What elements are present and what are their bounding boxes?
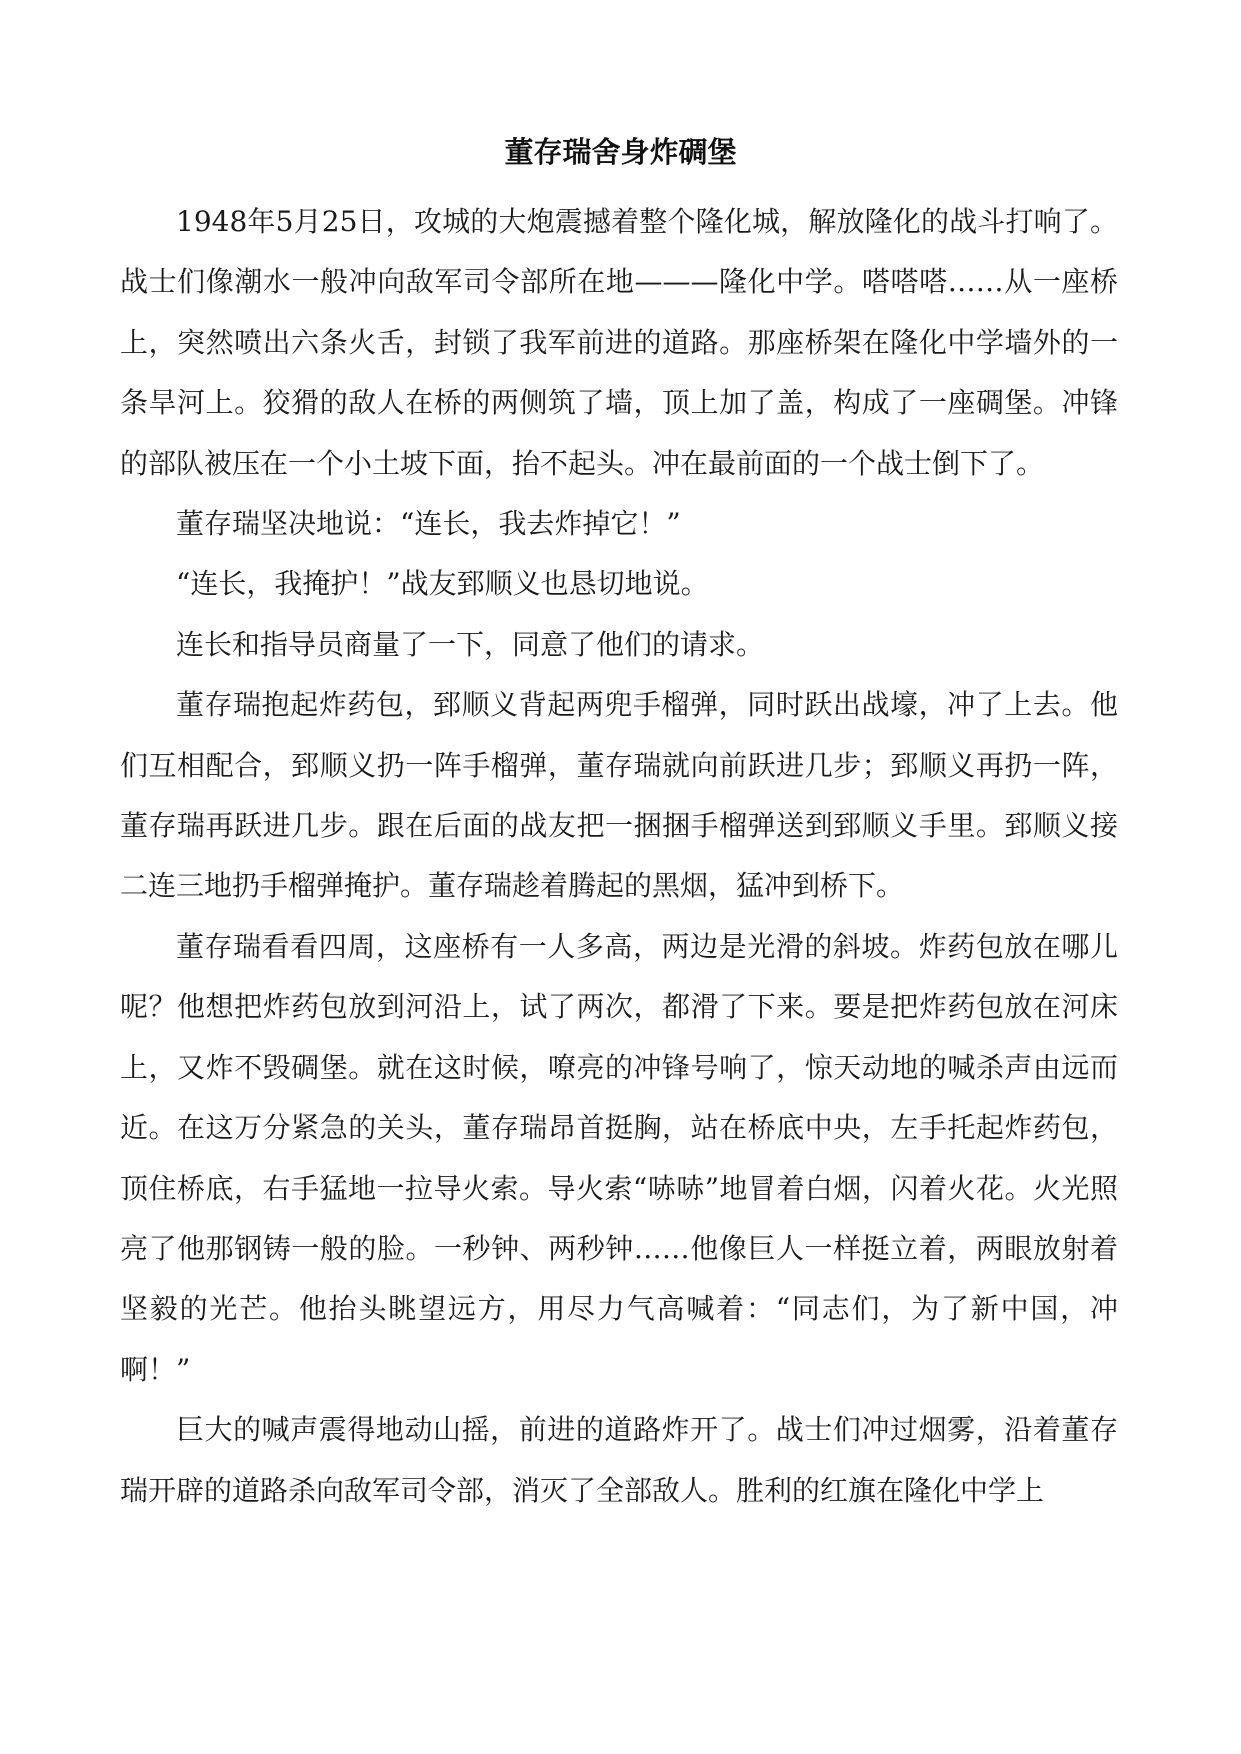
paragraph-1: 1948年5月25日，攻城的大炮震撼着整个隆化城，解放隆化的战斗打响了。战士们像潮水一般冲向敌军司令部所在地———隆化中学。嗒嗒嗒……从一座桥上，突然喷出六条火舌，封锁了我军前进的道路。那座桥架在隆化中学墙外的一条旱河上。狡猾的敌人在桥的两侧筑了墙，顶上加了盖，构成了一座碉堡。冲锋的部队被压在一个小土坡下面，抬不起头。冲在最前面的一个战士倒下了。 bbox=[120, 205, 1118, 480]
paragraph-5: 董存瑞抱起炸药包，郅顺义背起两兜手榴弹，同时跃出战壕，冲了上去。他们互相配合，郅顺义扔一阵手榴弹，董存瑞就向前跃进几步；郅顺义再扔一阵，董存瑞再跃进几步。跟在后面的战友把一捆捆手榴弹送到郅顺义手里。郅顺义接二连三地扔手榴弹掩护。董存瑞趁着腾起的黑烟，猛冲到桥下。 bbox=[120, 688, 1118, 903]
paragraph-6: 董存瑞看看四周，这座桥有一人多高，两边是光滑的斜坡。炸药包放在哪儿呢？他想把炸药包放到河沿上，试了两次，都滑了下来。要是把炸药包放在河床上，又炸不毁碉堡。就在这时候，嘹亮的冲锋号响了，惊天动地的喊杀声由远而近。在这万分紧急的关头，董存瑞昂首挺胸，站在桥底中央，左手托起炸药包，顶住桥底，右手猛地一拉导火索。导火索“哧哧”地冒着白烟，闪着火花。火光照亮了他那钢铸一般的脸。一秒钟、两秒钟……他像巨人一样挺立着，两眼放射着坚毅的光芒。他抬头眺望远方，用尽力气高喊着：“同志们，为了新中国，冲啊！” bbox=[120, 929, 1118, 1386]
paragraph-3: “连长，我掩护！”战友郅顺义也恳切地说。 bbox=[176, 567, 709, 601]
document-title: 董存瑞舍身炸碉堡 bbox=[504, 135, 737, 169]
paragraph-2: 董存瑞坚决地说：“连长，我去炸掉它！” bbox=[176, 507, 681, 541]
paragraph-4: 连长和指导员商量了一下，同意了他们的请求。 bbox=[176, 627, 765, 661]
document-body bbox=[120, 192, 1118, 1521]
paragraph-7: 巨大的喊声震得地动山摇，前进的道路炸开了。战士们冲过烟雾，沿着董存瑞开辟的道路杀向敌军司令部，消灭了全部敌人。胜利的红旗在隆化中学上 bbox=[120, 1413, 1118, 1507]
